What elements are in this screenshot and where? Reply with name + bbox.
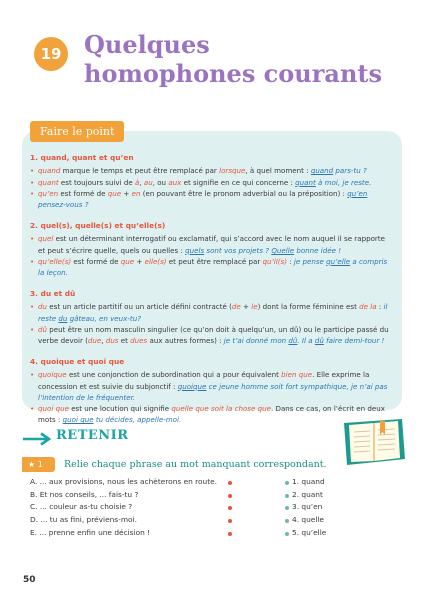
keyword: lorsque xyxy=(219,166,246,176)
keyword: de la xyxy=(359,302,377,312)
keyword: quel xyxy=(38,234,54,244)
keyword: en xyxy=(131,188,141,198)
text: est toujours suivi de xyxy=(58,177,135,187)
example: tu décides, appelle-moi. xyxy=(93,415,182,425)
sentence-item: C. ... couleur as-tu choisie ? xyxy=(30,502,133,512)
left-connector-dot[interactable] xyxy=(228,506,232,510)
text: + xyxy=(121,188,132,198)
page-number: 50 xyxy=(23,575,36,585)
section-du-du xyxy=(30,288,390,346)
example: je t’ai donné mon xyxy=(223,336,289,346)
sentence-item: A. ... aux provisions, nous les achèterons en route. xyxy=(30,477,218,486)
section-title: 1. quand, quant et qu’en xyxy=(30,153,134,162)
word-item: 5. qu’elle xyxy=(292,527,327,537)
text: et peut être remplacé par xyxy=(166,256,263,266)
example: bonne idée ! xyxy=(294,245,342,255)
text: aux autres formes) : xyxy=(147,336,224,346)
example-keyword: dû xyxy=(288,336,298,346)
keyword: qu’en xyxy=(38,188,59,198)
text: est un déterminant interrogatif ou exclamatif, qui s’accord avec le nom auquel il se rapporte et peut s’écrire quelle, quels ou quelles : xyxy=(38,234,385,255)
arrow-right-icon xyxy=(22,432,52,446)
example: sont vos projets ? xyxy=(204,245,272,255)
left-connector-dot[interactable] xyxy=(228,532,232,536)
keyword: dû xyxy=(38,324,47,334)
bullet-du xyxy=(30,301,390,324)
word-item: 2. quant xyxy=(292,489,323,499)
keyword: quoique xyxy=(38,370,67,380)
text: . Dans ce cas, on l’écrit en deux mots : xyxy=(38,404,385,425)
example: gâteau, en veux-tu? xyxy=(67,313,141,323)
matching-exercise xyxy=(30,477,390,540)
example: à moi, je reste. xyxy=(315,177,372,187)
example: ce jeune homme soit fort sympathique, je n’ai pas l’intention de le fréquenter. xyxy=(38,381,388,402)
example: pensez-vous ? xyxy=(38,200,89,210)
text: marque le temps et peut être remplacé par xyxy=(60,166,220,176)
example-keyword: quant xyxy=(295,177,316,187)
text: est formé de xyxy=(71,256,121,266)
example-keyword: dû xyxy=(314,336,324,346)
page-title: Quelques homophones courants xyxy=(84,30,382,88)
section-title: 2. quel(s), quelle(s) et qu’elle(s) xyxy=(30,220,166,230)
example: a compris la leçon. xyxy=(38,256,388,278)
text: et xyxy=(118,336,131,346)
text: . Elle exprime la concession et est suivie du subjonctif : xyxy=(38,370,370,391)
keyword: due xyxy=(87,336,102,346)
section-title: 4. quoique et quoi que xyxy=(30,356,125,366)
example-keyword: quoique xyxy=(177,381,207,391)
keyword: à xyxy=(134,177,140,187)
text: ) dont la forme féminine est xyxy=(257,302,360,312)
text: , xyxy=(101,336,106,346)
keyword: que xyxy=(107,188,122,198)
example-keyword: qu’en xyxy=(347,188,368,198)
matching-row xyxy=(30,528,390,541)
keyword: au xyxy=(143,177,153,187)
text: , xyxy=(139,177,144,187)
text: + xyxy=(240,302,252,312)
text: , ou xyxy=(152,177,169,187)
chapter-number-badge: 19 xyxy=(34,37,68,71)
bullet-quand xyxy=(30,165,390,176)
keyword: quand xyxy=(38,166,61,176)
example: il reste xyxy=(38,302,388,323)
text: : xyxy=(286,256,294,266)
section-quand-quant xyxy=(30,152,390,210)
bullet-quel xyxy=(30,233,390,256)
example-keyword: Quelle xyxy=(271,245,295,255)
example: . Il a xyxy=(297,336,315,346)
left-connector-dot[interactable] xyxy=(228,481,232,485)
word-item: 3. qu’en xyxy=(292,502,323,512)
text: : xyxy=(376,302,384,312)
text: est formé de xyxy=(58,188,108,198)
keyword: bien que xyxy=(281,370,313,380)
left-connector-dot[interactable] xyxy=(228,519,232,523)
retenir-title: RETENIR xyxy=(56,428,129,443)
sentence-item: E. ... prenne enfin une décision ! xyxy=(30,527,151,537)
keyword: le xyxy=(251,302,258,312)
right-connector-dot[interactable] xyxy=(285,494,289,498)
example-keyword: du xyxy=(58,313,68,323)
sentence-item: B. Et nos conseils, ... fais-tu ? xyxy=(30,489,139,499)
example: faire demi-tour ! xyxy=(323,336,385,346)
keyword: quoi que xyxy=(38,404,69,414)
right-connector-dot[interactable] xyxy=(285,481,289,485)
example-keyword: quels xyxy=(185,245,205,255)
keyword: elle(s) xyxy=(144,256,167,266)
example: je pense xyxy=(293,256,327,266)
section-quel-quelle xyxy=(30,220,390,278)
matching-row xyxy=(30,515,390,528)
keyword: dus xyxy=(105,336,119,346)
matching-row xyxy=(30,490,390,503)
text: est une conjonction de subordination qui a pour équivalent xyxy=(66,370,282,380)
right-connector-dot[interactable] xyxy=(285,519,289,523)
text: et signifie en ce qui concerne : xyxy=(181,177,296,187)
word-item: 1. quand xyxy=(292,477,325,486)
bullet-quoique xyxy=(30,369,390,403)
matching-row xyxy=(30,477,390,490)
bullet-quoi-que xyxy=(30,403,390,426)
bullet-qu-elle xyxy=(30,256,390,279)
right-connector-dot[interactable] xyxy=(285,506,289,510)
exercise-number-badge: ★ 1 xyxy=(22,457,55,472)
keyword: du xyxy=(38,302,47,312)
section-title: 3. du et dû xyxy=(30,288,76,298)
text: est une locution qui signifie xyxy=(68,404,172,414)
right-connector-dot[interactable] xyxy=(285,532,289,536)
keyword: qu’il(s) xyxy=(262,256,287,266)
sentence-item: D. ... tu as fini, préviens-moi. xyxy=(30,515,137,525)
lesson-content xyxy=(30,152,390,435)
text: , à quel moment : xyxy=(245,166,311,176)
word-item: 4. quelle xyxy=(292,515,324,525)
text: peut être un nom masculin singulier (ce qu’on doit à quelqu’un, un dû) ou le participe passé du verbe devoir ( xyxy=(38,324,389,346)
keyword: qu’elle(s) xyxy=(38,256,72,266)
example-keyword: qu’elle xyxy=(326,256,351,266)
bullet-qu-en xyxy=(30,188,390,211)
left-connector-dot[interactable] xyxy=(228,494,232,498)
example: pars-tu ? xyxy=(333,166,367,176)
text: est un article partitif ou un article défini contracté ( xyxy=(47,302,232,312)
keyword: quelle que soit la chose que xyxy=(171,404,271,414)
example-keyword: quand xyxy=(310,166,334,176)
faire-le-point-tab: Faire le point xyxy=(30,121,124,142)
exercise-instruction: Relie chaque phrase au mot manquant correspondant. xyxy=(64,459,327,470)
bullet-quant xyxy=(30,177,390,188)
text: + xyxy=(134,256,145,266)
keyword: aux xyxy=(168,177,182,187)
keyword: de xyxy=(231,302,241,312)
section-quoique xyxy=(30,356,390,426)
example-keyword: quoi que xyxy=(62,415,94,425)
keyword: dues xyxy=(130,336,148,346)
bullet-du-accent xyxy=(30,324,390,347)
matching-row xyxy=(30,502,390,515)
text: (en pouvant être le pronom adverbial ou la préposition) : xyxy=(140,188,348,198)
keyword: quant xyxy=(38,177,59,187)
keyword: que xyxy=(120,256,135,266)
